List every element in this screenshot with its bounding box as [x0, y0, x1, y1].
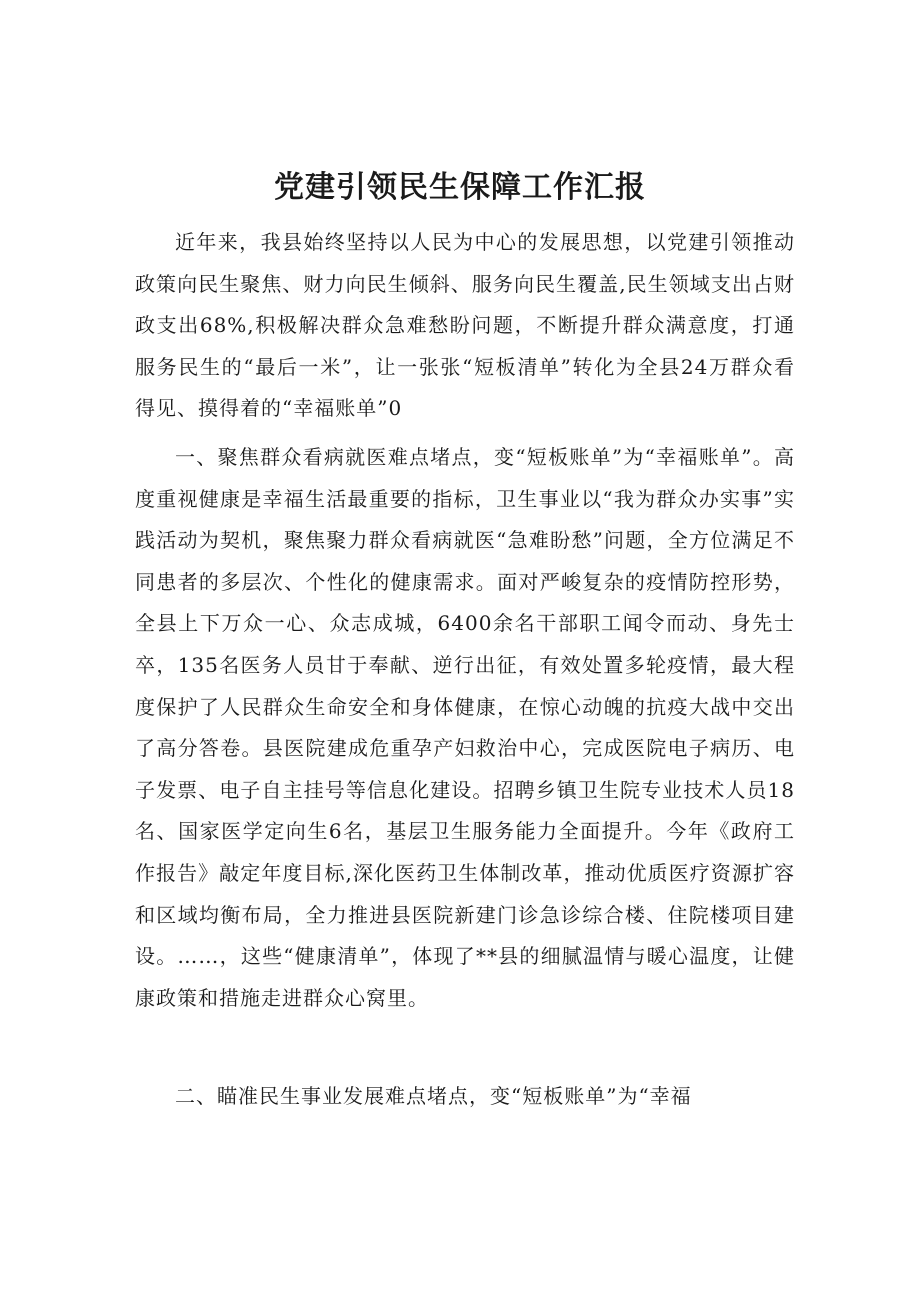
- paragraph-section-one: 一、聚焦群众看病就医难点堵点，变“短板账单”为“幸福账单”。高度重视健康是幸福生活最重要的指标，卫生事业以“我为群众办实事”实践活动为契机，聚焦聚力群众看病就医“急难盼愁”问题，全方位满足不同患者的多层次、个性化的健康需求。面对严峻复杂的疫情防控形势，全县上下万众一心、众志成城，6400余名干部职工闻令而动、身先士卒，135名医务人员甘于奉献、逆行出征，有效处置多轮疫情，最大程度保护了人民群众生命安全和身体健康，在惊心动魄的抗疫大战中交出了高分答卷。县医院建成危重孕产妇救治中心，完成医院电子病历、电子发票、电子自主挂号等信息化建设。招聘乡镇卫生院专业技术人员18名、国家医学定向生6名，基层卫生服务能力全面提升。今年《政府工作报告》敲定年度目标,深化医药卫生体制改革，推动优质医疗资源扩容和区域均衡布局，全力推进县医院新建门诊急诊综合楼、住院楼项目建设。……，这些“健康清单”，体现了**县的细腻温情与暖心温度，让健康政策和措施走进群众心窝里。: [135, 445, 795, 1010]
- paragraph-intro: 近年来，我县始终坚持以人民为中心的发展思想，以党建引领推动政策向民生聚焦、财力向民生倾斜、服务向民生覆盖,民生领域支出占财政支出68%,积极解决群众急难愁盼问题，不断提升群众满意度，打通服务民生的“最后一米”，让一张张“短板清单”转化为全县24万群众看得见、摸得着的“幸福账单”0: [135, 230, 795, 421]
- document-title: 党建引领民生保障工作汇报: [274, 170, 646, 205]
- paragraph-section-two: 二、瞄准民生事业发展难点堵点，变“短板账单”为“幸福: [175, 1084, 692, 1108]
